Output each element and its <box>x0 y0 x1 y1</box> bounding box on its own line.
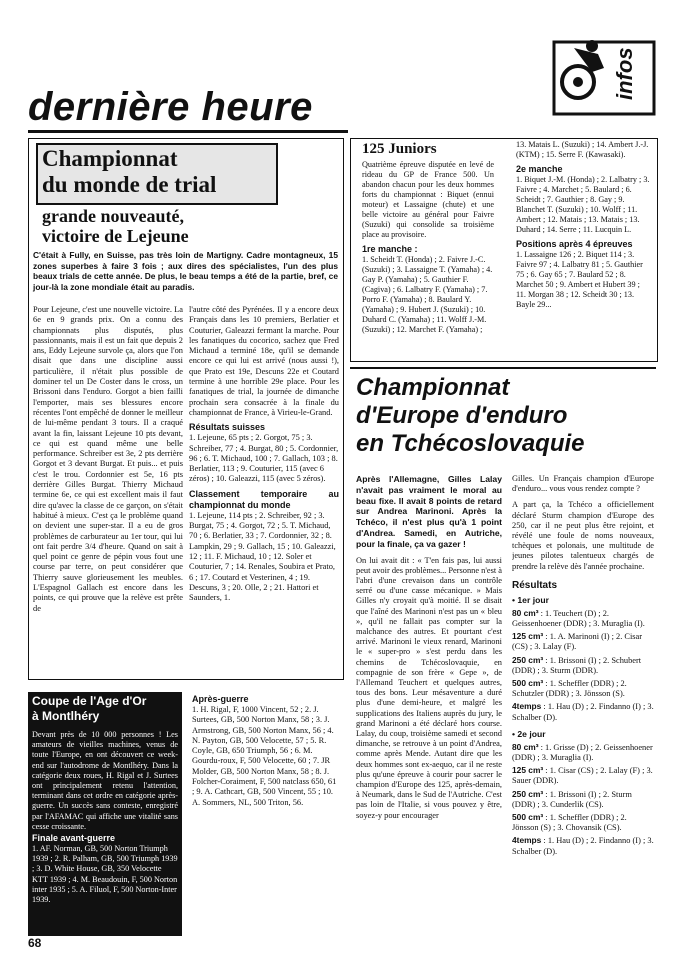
enduro-result-row <box>512 701 654 722</box>
enduro-body: On lui avait dit : « T'en fais pas, lui aussi peut avoir des problèmes... Personne n'est à l'abri d'une crevaison dans un contrôle serré ou d'une casse mécanique. » Mais Gilles n'y croyait qu'à moitié. Il se disait que l'aîné des Marinoni n'est pas un « bleu », qu'il ne fallait pas compter sur la malchance des autres. Et pourtant c'est arrivé. Marinoni le vieux renard, Marinoni le « super-pro » s'est perdu dans les chemins de Tchécoslovaquie, en compagnie de son frère « Gepe », de l'Allemand Teuchert et quelques autres, tous des bons. Leur mésaventure a duré plus d'une demi-heure, et malgré les supplications des Italiens auprès du jury, le grand Marinoni a été déclaré hors course. Lalay, du coup, troisième samedi et second dimanche, se retrouve à un point d'Andrea, comme après Mende. Autant dire que les deux hommes sont ex-aequo, car il ne reste plus qu'une épreuve à courir pour sacrer le champion d'Europe des 125, après-demain, à Neumark, dans le Sud de l'Autriche. C'est pas loin de l'Italie, si vous pouvez y être, soyez-y pour encourager <box>356 555 502 820</box>
juniors-positions: 1. Lassaigne 126 ; 2. Biquet 114 ; 3. Faivre 97 ; 4. Lalbatry 81 ; 5. Gauthier 75 ; 6. Gay 65 ; 7. Baulard 52 ; 8. Marchet 50 ; 9. Ambert et Hubert 39 ; 11. Morgan 38 ; 12. Scheidt 30 ; 13. Bayle 29... <box>516 250 643 309</box>
trial-subtitle-line1: grande nouveauté, <box>42 206 185 226</box>
enduro-day1-label: 1er jour <box>517 594 549 605</box>
enduro-result-category: 4temps <box>512 835 542 846</box>
enduro-result-row <box>512 608 654 629</box>
enduro-result-row <box>512 678 654 699</box>
enduro-result-row <box>512 765 654 786</box>
infos-badge <box>548 28 658 120</box>
juniors-body: Quatrième épreuve disputée en levé de rideau du GP de France 500. Un abandon chacun pour les deux hommes forts du championnat : Biquet (ennui moteur) et Lassaigne (chute) et une belle victoire au général pour Faivre (Suzuki) qui consolide sa troisième place au provisoire. <box>362 160 494 239</box>
coupe-body-col2 <box>192 694 340 938</box>
juniors-col1 <box>362 160 494 358</box>
trial-provisional: 1. Lejeune, 114 pts ; 2. Schreiber, 92 ; 3. Burgat, 75 ; 4. Gorgot, 72 ; 5. T. Michaud, 70 ; 6. Berlatier, 33 ; 7. Cordonnier, 32 ; 8. Lampkin, 29 ; 9. Gallach, 15 ; 10. Galeazzi, 12 ; 11. F. Michaud, 10 ; 12. Soler et Couturier, 7 ; 14. Renales, Soubira et Prato, 6 ; 17. Coutard et Vesterinen, 4 ; 19. Descuns, 3 ; 20. Olle, 2 ; 21. Hattori et Saunders, 1. <box>189 510 336 603</box>
enduro-result-text: : 1. Cisar (CS) ; 2. Lalay (F) ; 3. Sauer (DDR). <box>512 766 653 786</box>
enduro-result-category: 250 cm³ <box>512 654 544 665</box>
enduro-result-row <box>512 655 654 676</box>
juniors-manche1: 1. Scheidt T. (Honda) ; 2. Faivre J.-C. (Suzuki) ; 3. Lassaigne T. (Yamaha) ; 4. Gay P. (Yamaha) ; 5. Gauthier F. (Cagiva) ; 6. Lalbatry F. (Yamaha) ; 7. Porro F. (Yamaha) ; 8. Baulard Y. (Yamaha) ; 9. Hubert J. (Suzuki) ; 10. Duhard C. (Yamaha) ; 11. Wolff J.-M. (Suzuki) ; 12. Marchet F. (Yamaha) ; <box>362 255 493 334</box>
trial-title-line2: du monde de trial <box>42 172 217 197</box>
enduro-result-row <box>512 812 654 833</box>
motorbike-logo-icon <box>548 28 658 120</box>
enduro-result-text: : 1. Brissoni (I) ; 2. Sturm (DDR) ; 3. Cunderlik (CS). <box>512 789 632 809</box>
enduro-result-text: : 1. Scheffler (DDR) ; 2. Jönsson (S) ; 3. Chovansik (CS). <box>512 813 627 833</box>
enduro-result-row <box>512 835 654 856</box>
coupe-final-title: Finale avant-guerre <box>32 833 116 844</box>
enduro-result-category: 125 cm³ <box>512 631 544 642</box>
enduro-result-text: : 1. Teuchert (D) ; 2. Geissenhoener (DDR) ; 3. Muraglia (I). <box>512 608 645 629</box>
enduro-result-text: : 1. Grisse (D) ; 2. Geissenhoener (DDR) ; 3. Muraglia (I). <box>512 742 653 763</box>
enduro-result-row <box>512 789 654 810</box>
trial-body-col1 <box>33 305 183 687</box>
enduro-result-row <box>512 742 654 763</box>
trial-subtitle-line2: victoire de Lejeune <box>42 226 189 246</box>
coupe-title-line1: Coupe de l'Age d'Or <box>32 694 147 708</box>
coupe-final-results: 1. AF. Norman, GB, 500 Norton Triumph 1939 ; 2. R. Palham, GB, 500 Triumph 1939 ; 3. D. White House, GB, 350 Velocette KTT 1939 ; 4. M. Beaudouin, F, 500 Norton inter 1935 ; 5. A. Filuol, F, 500 Norton-Inter 1939. <box>32 844 178 905</box>
enduro-result-text: : 1. Scheffler (DDR) ; 2. Schutzler (DDR) ; 3. Jönsson (S). <box>512 679 627 699</box>
enduro-result-category: 4temps <box>512 701 542 712</box>
juniors-title: 125 Juniors <box>362 141 437 157</box>
enduro-results-title: Résultats <box>512 579 558 591</box>
trial-results-title: Résultats suisses <box>189 422 266 433</box>
enduro-result-text: : 1. A. Marinoni (I) ; 2. Cisar (CS) ; 3. Lalay (F). <box>512 632 643 652</box>
infos-badge-text: infos <box>612 47 637 100</box>
coupe-title-line2: à Montlhéry <box>32 709 100 723</box>
enduro-result-row <box>512 631 654 652</box>
enduro-rule <box>350 367 656 369</box>
enduro-day1-results <box>512 608 654 723</box>
enduro-result-category: 500 cm³ <box>512 678 544 689</box>
page-number: 68 <box>28 936 42 950</box>
enduro-result-text: : 1. Hau (D) ; 2. Findanno (I) ; 3. Schalber (D). <box>512 836 654 856</box>
enduro-col2 <box>512 474 654 938</box>
enduro-result-category: 250 cm³ <box>512 788 544 799</box>
enduro-body-col2: Gilles. Un Français champion d'Europe d'enduro... vous vous rendez compte ? <box>512 474 654 494</box>
trial-results: 1. Lejeune, 65 pts ; 2. Gorgot, 75 ; 3. Schreiber, 77 ; 4. Burgat, 80 ; 5. Cordonnier, 96 ; 6. T. Michaud, 100 ; 7. Gallach, 103 ; 8. Berlatier, 113 ; 9. Couturier, 115 (avec 6 zéros) ; 10. Galeazzi, 115 (avec 5 zéros). <box>189 433 339 484</box>
enduro-result-text: : 1. Brissoni (I) ; 2. Schubert (DDR) ; 3. Sturm (DDR). <box>512 655 642 675</box>
coupe-body-col1 <box>32 730 178 936</box>
trial-title <box>42 146 216 198</box>
juniors-manche1-cont: 13. Matais L. (Suzuki) ; 14. Ambert J.-J. (KTM) ; 15. Serre F. (Kawasaki). <box>516 140 649 159</box>
coupe-title <box>32 694 146 724</box>
enduro-day2-label: 2e jour <box>517 728 546 739</box>
trial-body-col2 <box>189 305 339 687</box>
coupe-apres-title: Après-guerre <box>192 694 249 704</box>
trial-body-text2: l'autre côté des Pyrénées. Il y a encore deux Français dans les 10 premiers, Berlatier et Couturier, Galeazzi fermant la marche. Pour les fanatiques du cocorico, sachez que Fred Michaud a terminé 18e, qu'il se demande encore ce qui lui est arrivé (nous aussi !), que Prato est 19e, Descuns 22e et Coutard termine à une horrible 29e place. Pour les fanatiques de trial, la journée de dimanche prochain sera consacrée à la finale du championnat de France, à Virieu-le-Grand. <box>189 305 339 417</box>
coupe-apres-results: 1. H. Rigal, F, 1000 Vincent, 52 ; 2. J. Surtees, GB, 500 Norton Manx, 58 ; 3. J. Armstrong, GB, 500 Norton Manx, 56 ; 4. N. Payton, GB, 500 Velocette, 57 ; 5. R. Coyle, GB, 650 Triumph, 56 ; 6. M. Gourdu-roux, F, 500 Velocette, 60 ; 7. JR Molder, GB, 500 Norton Manx, 58 ; 8. J. Folcher-Coraiment, F, 500 natclass 650, 61 ; 9. A. Cathcart, GB, 500 Vincent, 55 ; 10. A. Sommers, NL, 500 Triton, 56. <box>192 705 337 807</box>
juniors-col2 <box>516 140 650 358</box>
juniors-manche1-title: 1re manche : <box>362 244 418 254</box>
enduro-day1-title: • 1er jour <box>512 594 549 605</box>
enduro-title-line1: Championnat <box>356 374 510 401</box>
enduro-lead: Après l'Allemagne, Gilles Lalay n'avait pas vraiment le moral au beau fixe. Il avait 8 points de retard sur Andrea Marinoni. Après la Tchéco, il n'est plus qu'à 1 point d'Andrea. Samedi, en Autriche, pour la finale, ça va gazer ! <box>356 474 502 549</box>
enduro-result-category: 125 cm³ <box>512 765 544 776</box>
trial-body-text1: Pour Lejeune, c'est une nouvelle victoire. La 6e en 9 grands prix. On a connu des championnats plus disputés, plus passionnants, mais il est un fait que depuis 2 ans, Eddy Lejeune survole ça, alors que l'on disait que dans une discipline aussi particulière, il n'était plus possible de dominer tel un De Coster dans le cross, un Brissoni dans l'enduro. Gorgot a bien failli l'emporter, mais ses blessures encore récentes l'ont empêché de donner le meilleur de lui-même pendant 3 tours. Il a craqué avant la fin, laissant Lejeune 10 pts devant, ce qui est quand même une belle performance. Schreiber est 3e, 2 pts derrière Gorgot et 3 devant Burgat. Et puis... et puis c'est le trou. Cordonnier est 5e, 16 pts derrière Gilles Burgat. Thierry Michaud termine 6e, ce qui est excellent mais il faut dire qu'avec la classe de ce garçon, on s'était habitué à mieux. C'est ça le problème quand on devient une super-star. Il a eu de gros problèmes de carburateur au 1er tour, qui lui ont fait perdre 3/4 d'heure. Quand on sait à quel point ce genre de pépin vous fout une course par terre, on peut considérer que Thierry sauve glorieusement les meubles. L'Espagnol Gallach est encore dans les points, ce qui prouve que la relève est prête de <box>33 305 183 613</box>
section-title: dernière heure <box>28 85 313 129</box>
trial-provisional-title: Classement temporaire au championnat du monde <box>189 488 339 510</box>
enduro-title-line3: en Tchécoslovaquie <box>356 430 585 457</box>
enduro-body-col2b: A part ça, la Tchéco a officiellement déclaré Sturm champion d'Europe des 250, car il ne peut plus être rejoint, et révélé une foule de noms nouveaux, tchèques et polonais, une multitude de jeunes pilotes talentueux chargés de prendre la relève dès l'année prochaine. <box>512 500 654 571</box>
enduro-result-category: 80 cm³ <box>512 741 539 752</box>
trial-lead: C'était à Fully, en Suisse, pas très loin de Martigny. Cadre montagneux, 15 zones superbes à faire 3 fois ; aux dires des spécialistes, l'un des plus beaux trials de cette année. De plus, le beau temps a été de la partie, bref, ce jour-là la zone mondiale était au paradis. <box>33 250 338 292</box>
trial-title-line1: Championnat <box>42 146 178 171</box>
enduro-title <box>356 374 585 458</box>
juniors-manche2: 1. Biquet J.-M. (Honda) ; 2. Lalbatry ; 3. Faivre ; 4. Marchet ; 5. Baulard ; 6. Scheidt ; 7. Gauthier ; 8. Gay ; 9. Blanchet T. (Suzuki) ; 10. Wolff ; 11. Ambert ; 12. Matais ; 13. Matais ; 13. Duhard ; 14. Serre ; 11. Lucquin L. <box>516 175 650 234</box>
enduro-result-text: : 1. Hau (D) ; 2. Findanno (I) ; 3. Schalber (D). <box>512 702 654 722</box>
trial-subtitle <box>42 206 189 246</box>
enduro-result-category: 80 cm³ <box>512 607 539 618</box>
juniors-manche2-title: 2e manche <box>516 164 563 174</box>
header-rule <box>28 130 348 133</box>
enduro-day2-title: • 2e jour <box>512 728 546 739</box>
enduro-result-category: 500 cm³ <box>512 812 544 823</box>
enduro-title-line2: d'Europe d'enduro <box>356 402 568 429</box>
coupe-body: Devant près de 10 000 personnes ! Les amateurs de vieilles machines, venus de toute l'Europe, en ont découvert ce week-end sur l'autodrome de Montlhéry. Dans la catégorie deux roues, H. Rigal et J. Surtees ont principalement retenu l'attention, terminant dans cet ordre en catégorie après-guerre. Un succès sans conteste, enregistré par l'AFAMAC qui affiche une vitalité sans cesse croissante. <box>32 730 178 831</box>
enduro-col1 <box>356 474 502 938</box>
enduro-day2-results <box>512 742 654 857</box>
juniors-positions-title: Positions après 4 épreuves <box>516 239 633 249</box>
